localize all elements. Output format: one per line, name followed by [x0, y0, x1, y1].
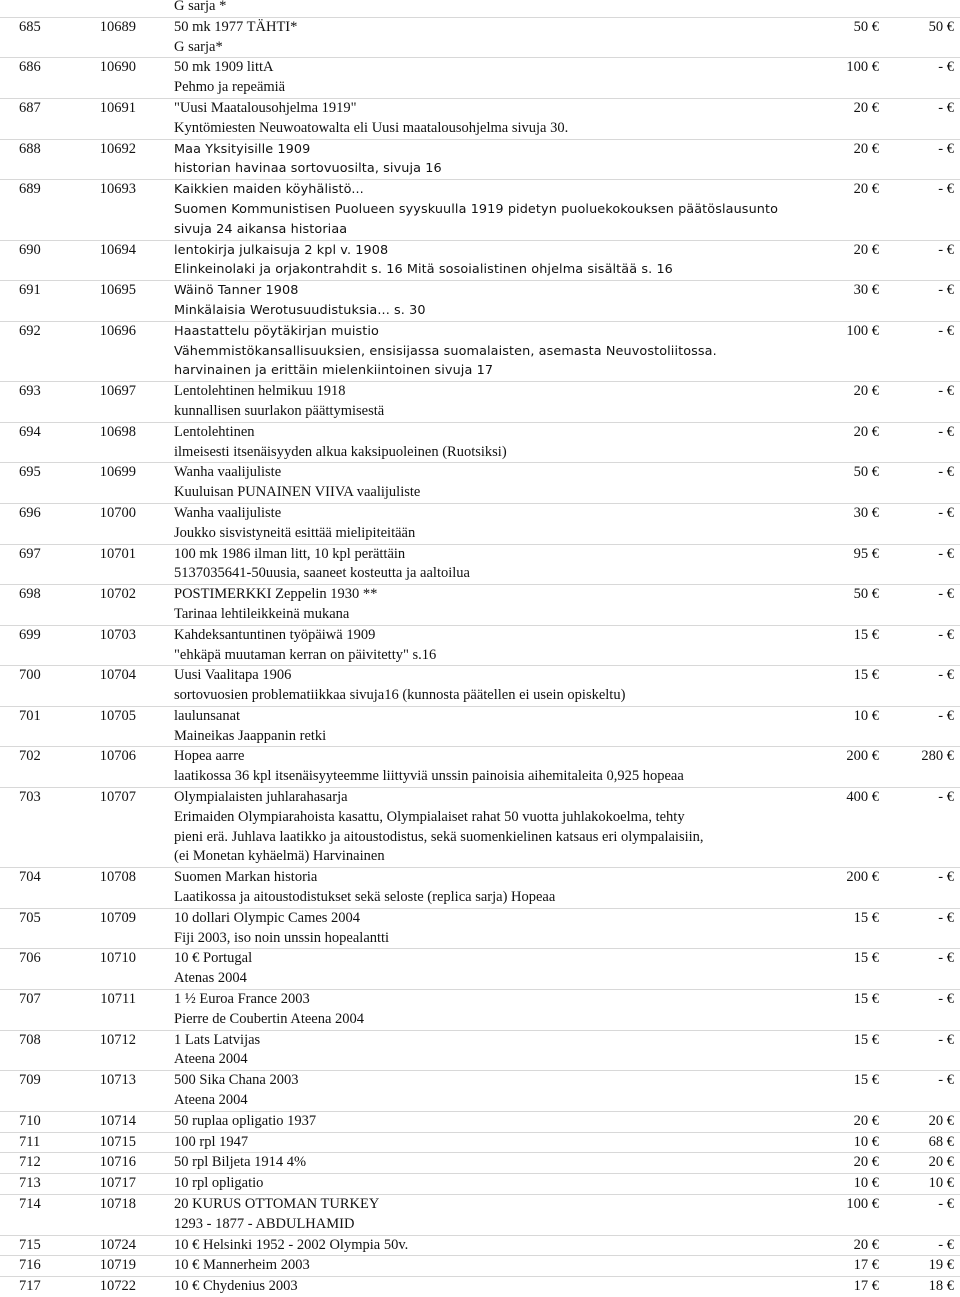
result-price: - €	[938, 282, 954, 299]
item-title: 500 Sika Chana 2003	[174, 1072, 299, 1089]
estimate-price: 95 €	[853, 545, 879, 562]
item-description: Laatikossa ja aitoustodistukset sekä seloste (replica sarja) Hopeaa	[174, 889, 556, 906]
lot-number: 713	[19, 1175, 41, 1192]
row-detail-line	[0, 200, 960, 220]
item-id: 10699	[99, 464, 136, 481]
estimate-price: 30 €	[853, 504, 879, 521]
item-description: Ateena 2004	[174, 1092, 248, 1109]
item-title: POSTIMERKKI Zeppelin 1930 **	[174, 586, 378, 603]
table-row	[0, 462, 960, 503]
table-row	[0, 989, 960, 1030]
result-price: - €	[938, 789, 954, 806]
result-price: - €	[938, 1031, 954, 1048]
table-row	[0, 787, 960, 867]
row-detail-line	[0, 342, 960, 362]
result-price: 20 €	[928, 1154, 954, 1171]
item-id: 10697	[99, 383, 136, 400]
estimate-price: 10 €	[853, 707, 879, 724]
item-title: Suomen Markan historia	[174, 869, 318, 886]
row-main-line	[0, 280, 960, 301]
item-id: 10694	[99, 241, 136, 258]
item-id: 10701	[99, 545, 136, 562]
row-main-line	[0, 139, 960, 160]
item-description: Pehmo ja repeämiä	[174, 79, 286, 96]
table-row	[0, 240, 960, 281]
item-title: Kaikkien maiden köyhälistö...	[174, 182, 364, 198]
item-title: 100 rpl 1947	[174, 1133, 249, 1150]
result-price: 18 €	[928, 1278, 954, 1295]
table-row	[0, 1030, 960, 1071]
row-main-line	[0, 57, 960, 78]
item-title: Kahdeksantuntinen työpäiwä 1909	[174, 626, 376, 643]
item-title: 1 Lats Latvijas	[174, 1031, 261, 1048]
row-detail-line	[0, 686, 960, 706]
row-main-line	[0, 1276, 960, 1297]
lot-number: 704	[19, 869, 41, 886]
item-description: Kuuluisan PUNAINEN VIIVA vaalijuliste	[174, 484, 421, 501]
row-main-line	[0, 1111, 960, 1132]
item-description: Vähemmistökansallisuuksien, ensisijassa suomalaisten, asemasta Neuvostoliitossa.	[174, 343, 717, 359]
result-price: - €	[938, 181, 954, 198]
row-main-line	[0, 17, 960, 38]
lot-number: 686	[19, 59, 41, 76]
row-main-line	[0, 240, 960, 261]
row-main-line	[0, 625, 960, 646]
item-id: 10711	[100, 991, 136, 1008]
estimate-price: 100 €	[846, 1196, 879, 1213]
item-title: Haastattelu pöytäkirjan muistio	[174, 323, 379, 339]
row-detail-line	[0, 564, 960, 584]
item-description: Kyntömiesten Neuwoatowalta eli Uusi maatalousohjelma sivuja 30.	[174, 119, 569, 136]
item-description: Joukko sisvistyneitä esittää mielipiteitään	[174, 524, 416, 541]
table-row	[0, 280, 960, 321]
estimate-price: 30 €	[853, 282, 879, 299]
row-detail-line	[0, 929, 960, 949]
estimate-price: 20 €	[853, 1236, 879, 1253]
item-description: ilmeisesti itsenäisyyden alkua kaksipuoleinen (Ruotsiksi)	[174, 443, 507, 460]
result-price: - €	[938, 586, 954, 603]
row-detail-line	[0, 1091, 960, 1111]
result-price: 20 €	[928, 1112, 954, 1129]
item-description: 5137035641-50uusia, saaneet kosteutta ja aaltoilua	[174, 565, 470, 582]
item-description: Elinkeinolaki ja orjakontrahdit s. 16 Mitä sosoialistinen ohjelma sisältää s. 16	[174, 262, 673, 278]
table-row	[0, 17, 960, 58]
item-title: Wanha vaalijuliste	[174, 504, 282, 521]
lot-number: 696	[19, 504, 41, 521]
estimate-price: 15 €	[853, 626, 879, 643]
table-row	[0, 1276, 960, 1297]
estimate-price: 50 €	[853, 464, 879, 481]
row-main-line	[0, 706, 960, 727]
table-row	[0, 1152, 960, 1173]
item-id: 10703	[99, 626, 136, 643]
estimate-price: 20 €	[853, 1112, 879, 1129]
table-row	[0, 98, 960, 139]
lot-number: 695	[19, 464, 41, 481]
row-detail-line	[0, 969, 960, 989]
lot-number: 710	[19, 1112, 41, 1129]
table-row	[0, 625, 960, 666]
row-detail-line	[0, 767, 960, 787]
item-description: historian havinaa sortovuosilta, sivuja 16	[174, 161, 442, 177]
item-description: Pierre de Coubertin Ateena 2004	[174, 1010, 365, 1027]
lot-number: 717	[19, 1278, 41, 1295]
result-price: - €	[938, 950, 954, 967]
lot-number: 689	[19, 181, 41, 198]
item-title: Wäinö Tanner 1908	[174, 283, 299, 299]
row-detail-line	[0, 159, 960, 179]
table-row	[0, 908, 960, 949]
row-main-line	[0, 0, 960, 17]
result-price: 50 €	[928, 18, 954, 35]
lot-number: 703	[19, 789, 41, 806]
table-row	[0, 503, 960, 544]
result-price: - €	[938, 1072, 954, 1089]
estimate-price: 200 €	[846, 748, 879, 765]
item-title: 10 dollari Olympic Cames 2004	[174, 909, 361, 926]
estimate-price: 200 €	[846, 869, 879, 886]
lot-number: 709	[19, 1072, 41, 1089]
result-price: - €	[938, 241, 954, 258]
lot-number: 707	[19, 991, 41, 1008]
item-id: 10719	[99, 1257, 136, 1274]
estimate-price: 20 €	[853, 423, 879, 440]
table-row	[0, 584, 960, 625]
item-title: G sarja *	[174, 0, 227, 14]
item-description: Erimaiden Olympiarahoista kasattu, Olympialaiset rahat 50 vuotta juhlakokoelma, tehty	[174, 808, 685, 825]
item-title: laulunsanat	[174, 707, 241, 724]
result-price: 10 €	[928, 1175, 954, 1192]
item-title: Lentolehtinen helmikuu 1918	[174, 383, 346, 400]
row-detail-line	[0, 38, 960, 58]
result-price: 68 €	[928, 1133, 954, 1150]
row-detail-line	[0, 808, 960, 828]
item-id: 10689	[99, 18, 136, 35]
table-row	[0, 1235, 960, 1256]
row-detail-line	[0, 483, 960, 503]
lot-number: 690	[19, 241, 41, 258]
item-id: 10718	[99, 1196, 136, 1213]
item-title: 50 rpl Biljeta 1914 4%	[174, 1154, 307, 1171]
item-id: 10710	[99, 950, 136, 967]
row-main-line	[0, 948, 960, 969]
estimate-price: 15 €	[853, 667, 879, 684]
item-description: sivuja 24 aikansa historiaa	[174, 221, 348, 237]
item-description: Ateena 2004	[174, 1051, 248, 1068]
estimate-price: 400 €	[846, 789, 879, 806]
lot-number: 706	[19, 950, 41, 967]
estimate-price: 20 €	[853, 383, 879, 400]
estimate-price: 20 €	[853, 241, 879, 258]
row-main-line	[0, 1070, 960, 1091]
row-detail-line	[0, 1215, 960, 1235]
result-price: - €	[938, 1196, 954, 1213]
row-main-line	[0, 321, 960, 342]
row-main-line	[0, 867, 960, 888]
result-price: - €	[938, 383, 954, 400]
item-title: Hopea aarre	[174, 748, 245, 765]
row-detail-line	[0, 1050, 960, 1070]
item-title: 10 rpl opligatio	[174, 1175, 264, 1192]
item-description: Tarinaa lehtileikkeinä mukana	[174, 605, 350, 622]
table-row	[0, 544, 960, 585]
item-description: "ehkäpä muutaman kerran on päivitetty" s.16	[174, 646, 437, 663]
estimate-price: 15 €	[853, 1072, 879, 1089]
item-id: 10722	[99, 1278, 136, 1295]
table-row	[0, 1111, 960, 1132]
estimate-price: 15 €	[853, 1031, 879, 1048]
item-title: "Uusi Maatalousohjelma 1919"	[174, 99, 357, 116]
lot-number: 697	[19, 545, 41, 562]
result-price: - €	[938, 464, 954, 481]
table-row	[0, 706, 960, 747]
row-main-line	[0, 1235, 960, 1256]
row-detail-line	[0, 828, 960, 848]
row-detail-line	[0, 301, 960, 321]
estimate-price: 100 €	[846, 322, 879, 339]
row-detail-line	[0, 260, 960, 280]
estimate-price: 20 €	[853, 1154, 879, 1171]
estimate-price: 17 €	[853, 1257, 879, 1274]
item-id: 10702	[99, 586, 136, 603]
lot-number: 716	[19, 1257, 41, 1274]
item-title: 10 € Portugal	[174, 950, 253, 967]
table-row	[0, 1070, 960, 1111]
estimate-price: 10 €	[853, 1133, 879, 1150]
item-id: 10695	[99, 282, 136, 299]
row-main-line	[0, 665, 960, 686]
lot-number: 692	[19, 322, 41, 339]
row-main-line	[0, 503, 960, 524]
table-row	[0, 139, 960, 180]
item-title: Uusi Vaalitapa 1906	[174, 667, 292, 684]
item-description: Suomen Kommunistisen Puolueen syyskuulla 1919 pidetyn puoluekokouksen päätöslausunto	[174, 201, 779, 217]
lot-number: 700	[19, 667, 41, 684]
item-title: lentokirja julkaisuja 2 kpl v. 1908	[174, 242, 389, 258]
row-main-line	[0, 1255, 960, 1276]
item-description: pieni erä. Juhlava laatikko ja aitoustodistus, sekä suomenkielinen katsaus eri olympalaisiin,	[174, 828, 704, 845]
row-detail-line	[0, 402, 960, 422]
item-title: Olympialaisten juhlarahasarja	[174, 789, 348, 806]
lot-number: 693	[19, 383, 41, 400]
lot-number: 711	[19, 1133, 41, 1150]
estimate-price: 20 €	[853, 140, 879, 157]
item-title: 50 ruplaa opligatio 1937	[174, 1112, 317, 1129]
result-price: - €	[938, 707, 954, 724]
item-id: 10724	[99, 1236, 136, 1253]
lot-number: 694	[19, 423, 41, 440]
item-id: 10714	[99, 1112, 136, 1129]
estimate-price: 50 €	[853, 18, 879, 35]
item-id: 10691	[99, 99, 136, 116]
lot-number: 688	[19, 140, 41, 157]
row-detail-line	[0, 78, 960, 98]
lot-number: 702	[19, 748, 41, 765]
table-row	[0, 422, 960, 463]
item-id: 10717	[99, 1175, 136, 1192]
table-row	[0, 867, 960, 908]
row-main-line	[0, 1194, 960, 1215]
table-row	[0, 381, 960, 422]
row-main-line	[0, 989, 960, 1010]
result-price: - €	[938, 667, 954, 684]
table-row	[0, 665, 960, 706]
table-row	[0, 179, 960, 239]
lot-number: 701	[19, 707, 41, 724]
lot-number: 714	[19, 1196, 41, 1213]
result-price: - €	[938, 626, 954, 643]
item-title: 50 mk 1909 littA	[174, 59, 274, 76]
item-id: 10700	[99, 504, 136, 521]
item-id: 10692	[99, 140, 136, 157]
table-row	[0, 321, 960, 381]
result-price: - €	[938, 504, 954, 521]
item-title: 20 KURUS OTTOMAN TURKEY	[174, 1196, 380, 1213]
item-id: 10693	[99, 181, 136, 198]
row-main-line	[0, 1173, 960, 1194]
row-main-line	[0, 462, 960, 483]
row-detail-line	[0, 605, 960, 625]
item-description: kunnallisen suurlakon päättymisestä	[174, 402, 385, 419]
row-main-line	[0, 98, 960, 119]
result-price: 280 €	[921, 748, 954, 765]
item-id: 10707	[99, 789, 136, 806]
row-detail-line	[0, 119, 960, 139]
row-detail-line	[0, 361, 960, 381]
row-detail-line	[0, 646, 960, 666]
result-price: - €	[938, 423, 954, 440]
row-main-line	[0, 179, 960, 200]
item-id: 10712	[99, 1031, 136, 1048]
row-main-line	[0, 908, 960, 929]
item-id: 10704	[99, 667, 136, 684]
item-title: 10 € Helsinki 1952 - 2002 Olympia 50v.	[174, 1236, 409, 1253]
lot-number: 708	[19, 1031, 41, 1048]
item-title: 10 € Chydenius 2003	[174, 1278, 298, 1295]
item-description: Atenas 2004	[174, 970, 247, 987]
table-row	[0, 57, 960, 98]
row-detail-line	[0, 847, 960, 867]
result-price: - €	[938, 322, 954, 339]
row-detail-line	[0, 524, 960, 544]
row-detail-line	[0, 727, 960, 747]
item-id: 10690	[99, 59, 136, 76]
item-title: 50 mk 1977 TÄHTI*	[174, 18, 298, 35]
item-id: 10698	[99, 423, 136, 440]
row-main-line	[0, 1030, 960, 1051]
row-detail-line	[0, 888, 960, 908]
item-id: 10713	[99, 1072, 136, 1089]
result-price: - €	[938, 545, 954, 562]
row-main-line	[0, 584, 960, 605]
item-id: 10709	[99, 909, 136, 926]
table-row	[0, 1255, 960, 1276]
item-description: Fiji 2003, iso noin unssin hopealantti	[174, 929, 390, 946]
item-description: laatikossa 36 kpl itsenäisyyteemme liittyviä unssin painoisia aihemitaleita 0,925 hopeaa	[174, 768, 684, 785]
item-title: Wanha vaalijuliste	[174, 464, 282, 481]
estimate-price: 17 €	[853, 1278, 879, 1295]
item-id: 10705	[99, 707, 136, 724]
row-main-line	[0, 787, 960, 808]
result-price: - €	[938, 99, 954, 116]
result-price: - €	[938, 991, 954, 1008]
item-title: 10 € Mannerheim 2003	[174, 1257, 310, 1274]
table-row	[0, 1173, 960, 1194]
item-description: 1293 - 1877 - ABDULHAMID	[174, 1215, 355, 1232]
estimate-price: 15 €	[853, 950, 879, 967]
row-main-line	[0, 422, 960, 443]
item-description: sortovuosien problematiikkaa sivuja16 (kunnosta päätellen ei usein opiskeltu)	[174, 687, 626, 704]
table-row	[0, 0, 960, 17]
item-description: G sarja*	[174, 38, 223, 55]
lot-number: 698	[19, 586, 41, 603]
item-description: Maineikas Jaappanin retki	[174, 727, 327, 744]
table-row	[0, 746, 960, 787]
item-title: Maa Yksityisille 1909	[174, 141, 311, 157]
estimate-price: 100 €	[846, 59, 879, 76]
lot-number: 687	[19, 99, 41, 116]
item-id: 10696	[99, 322, 136, 339]
estimate-price: 10 €	[853, 1175, 879, 1192]
item-title: Lentolehtinen	[174, 423, 255, 440]
item-description: harvinainen ja erittäin mielenkiintoinen sivuja 17	[174, 363, 494, 379]
item-title: 100 mk 1986 ilman litt, 10 kpl perättäin	[174, 545, 406, 562]
lot-number: 715	[19, 1236, 41, 1253]
result-price: - €	[938, 1236, 954, 1253]
estimate-price: 50 €	[853, 586, 879, 603]
row-detail-line	[0, 443, 960, 463]
table-row	[0, 1132, 960, 1153]
item-id: 10715	[99, 1133, 136, 1150]
item-id: 10708	[99, 869, 136, 886]
lot-number: 712	[19, 1154, 41, 1171]
item-id: 10706	[99, 748, 136, 765]
lot-number: 705	[19, 909, 41, 926]
estimate-price: 15 €	[853, 991, 879, 1008]
table-row	[0, 948, 960, 989]
item-description: (ei Monetan kyhäelmä) Harvinainen	[174, 848, 385, 865]
row-main-line	[0, 381, 960, 402]
estimate-price: 15 €	[853, 909, 879, 926]
result-price: - €	[938, 869, 954, 886]
result-price: - €	[938, 140, 954, 157]
item-description: Minkälaisia Werotusuudistuksia... s. 30	[174, 302, 426, 318]
estimate-price: 20 €	[853, 181, 879, 198]
lot-number: 691	[19, 282, 41, 299]
result-price: - €	[938, 909, 954, 926]
row-main-line	[0, 746, 960, 767]
lot-number: 685	[19, 18, 41, 35]
row-main-line	[0, 1132, 960, 1153]
result-price: - €	[938, 59, 954, 76]
row-detail-line	[0, 220, 960, 240]
estimate-price: 20 €	[853, 99, 879, 116]
table-row	[0, 1194, 960, 1235]
row-main-line	[0, 544, 960, 565]
lot-number: 699	[19, 626, 41, 643]
item-id: 10716	[99, 1154, 136, 1171]
result-price: 19 €	[928, 1257, 954, 1274]
row-main-line	[0, 1152, 960, 1173]
item-title: 1 ½ Euroa France 2003	[174, 991, 310, 1008]
row-detail-line	[0, 1010, 960, 1030]
